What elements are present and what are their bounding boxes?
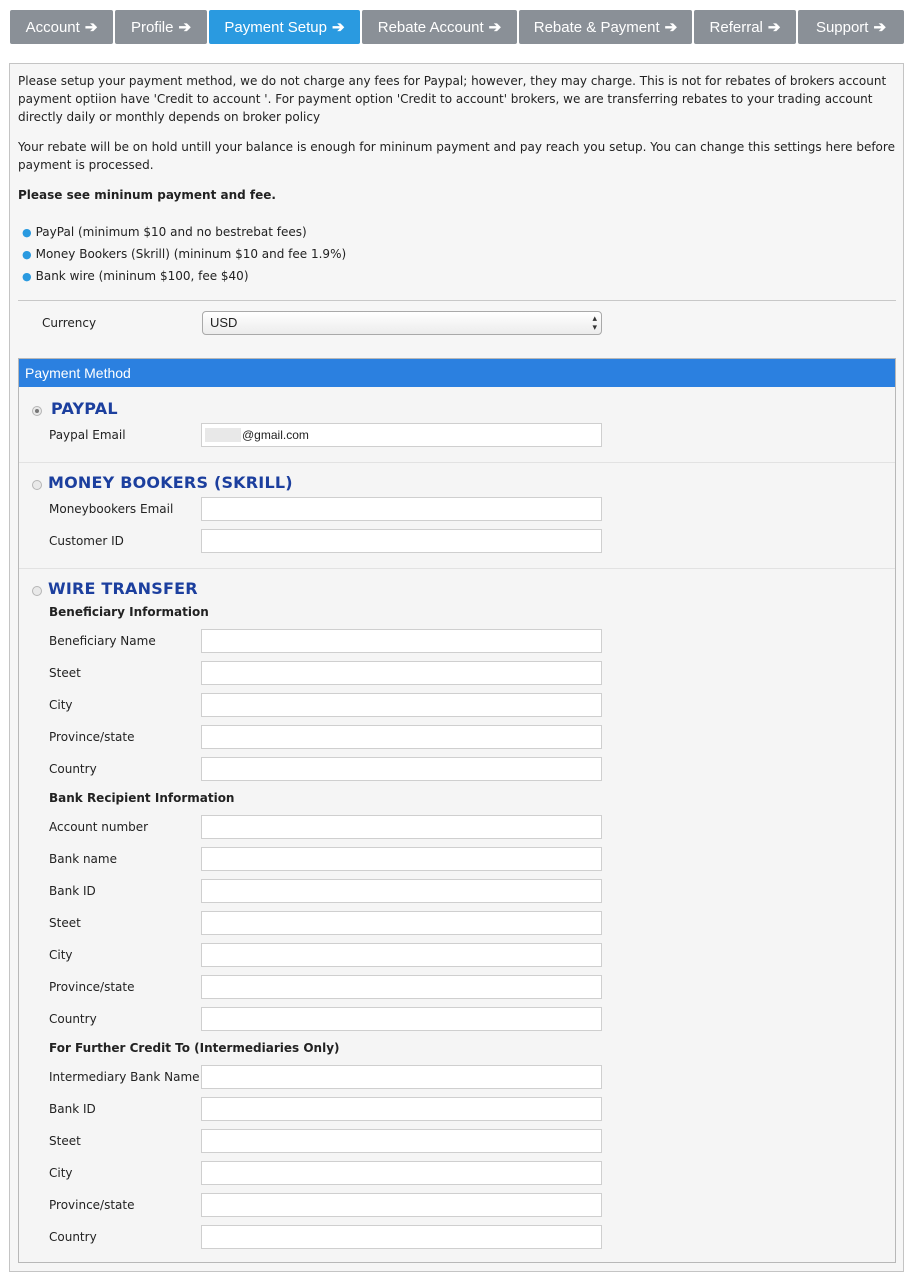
minimum-payment-heading: Please see mininum payment and fee. (18, 188, 276, 202)
paypal-radio[interactable] (32, 406, 42, 416)
skrill-title: MONEY BOOKERS (SKRILL) (48, 473, 293, 492)
beneficiary-name-input[interactable] (201, 629, 602, 653)
tab-rebate-account[interactable] (362, 10, 517, 44)
bank-account-number-input[interactable] (201, 815, 602, 839)
currency-label: Currency (42, 316, 97, 330)
tab-payment-setup[interactable] (209, 10, 360, 44)
tab-referral[interactable] (694, 10, 796, 44)
intermediary-heading: For Further Credit To (Intermediaries Only) (49, 1041, 340, 1055)
beneficiary-name-label: Beneficiary Name (49, 634, 156, 648)
bank-id-label: Bank ID (49, 884, 96, 898)
bank-account-number-label: Account number (49, 820, 149, 834)
payment-method-box (18, 358, 896, 1263)
intermediary-province-label: Province/state (49, 1198, 135, 1212)
tab-support[interactable] (798, 10, 904, 44)
tab-label: Rebate & Payment (533, 18, 660, 36)
payment-fee-list (22, 221, 346, 287)
skrill-customer-id-label: Customer ID (49, 534, 124, 548)
intermediary-city-input[interactable] (201, 1161, 602, 1185)
beneficiary-city-label: City (49, 698, 73, 712)
bank-street-label: Steet (49, 916, 81, 930)
skrill-customer-id-input[interactable] (201, 529, 602, 553)
currency-select[interactable] (202, 311, 602, 335)
arrow-right-icon: ➔ (488, 19, 502, 36)
intermediary-bank-id-label: Bank ID (49, 1102, 96, 1116)
paypal-email-input[interactable] (201, 423, 602, 447)
intermediary-country-label: Country (49, 1230, 97, 1244)
list-item: ● Money Bookers (Skrill) (mininum $10 and fee 1.9%) (22, 247, 347, 261)
arrow-right-icon: ➔ (84, 19, 98, 36)
bullet-icon: ● (22, 226, 32, 239)
bank-province-input[interactable] (201, 975, 602, 999)
intermediary-bank-name-label: Intermediary Bank Name (49, 1070, 200, 1084)
select-arrows-icon: ▴ ▾ (592, 313, 597, 332)
beneficiary-province-label: Province/state (49, 730, 135, 744)
wire-title: WIRE TRANSFER (48, 579, 198, 598)
divider (19, 568, 895, 569)
divider (18, 300, 896, 301)
bank-id-input[interactable] (201, 879, 602, 903)
tab-account[interactable] (10, 10, 113, 44)
tab-label: Profile (130, 18, 174, 36)
list-item: ● PayPal (minimum $10 and no bestrebat fees) (22, 225, 307, 239)
beneficiary-street-input[interactable] (201, 661, 602, 685)
arrow-right-icon: ➔ (331, 19, 345, 36)
bank-country-label: Country (49, 1012, 97, 1026)
top-navigation-tabs (10, 10, 904, 44)
beneficiary-country-label: Country (49, 762, 97, 776)
intermediary-bank-name-input[interactable] (201, 1065, 602, 1089)
skrill-email-input[interactable] (201, 497, 602, 521)
bullet-icon: ● (22, 248, 32, 261)
bank-country-input[interactable] (201, 1007, 602, 1031)
tab-label: Rebate Account (377, 18, 484, 36)
intermediary-bank-id-input[interactable] (201, 1097, 602, 1121)
redacted-text (205, 428, 241, 442)
arrow-right-icon: ➔ (873, 19, 887, 36)
arrow-right-icon: ➔ (767, 19, 781, 36)
paypal-email-value: @gmail.com (242, 428, 309, 442)
tab-label: Referral (709, 18, 763, 36)
intermediary-city-label: City (49, 1166, 73, 1180)
paypal-title: PAYPAL (51, 399, 118, 418)
bullet-icon: ● (22, 270, 32, 283)
tab-label: Payment Setup (224, 18, 327, 36)
paypal-email-label: Paypal Email (49, 428, 126, 442)
skrill-radio[interactable] (32, 480, 42, 490)
skrill-email-label: Moneybookers Email (49, 502, 174, 516)
bank-name-label: Bank name (49, 852, 117, 866)
intermediary-street-input[interactable] (201, 1129, 602, 1153)
tab-label: Account (25, 18, 80, 36)
intermediary-country-input[interactable] (201, 1225, 602, 1249)
payment-setup-panel (9, 63, 904, 1272)
beneficiary-street-label: Steet (49, 666, 81, 680)
bank-province-label: Province/state (49, 980, 135, 994)
beneficiary-country-input[interactable] (201, 757, 602, 781)
tab-profile[interactable] (115, 10, 207, 44)
list-item: ● Bank wire (mininum $100, fee $40) (22, 269, 249, 283)
bank-city-input[interactable] (201, 943, 602, 967)
bank-name-input[interactable] (201, 847, 602, 871)
wire-radio[interactable] (32, 586, 42, 596)
payment-method-header: Payment Method (19, 359, 895, 387)
arrow-right-icon: ➔ (664, 19, 678, 36)
tab-rebate-payment[interactable] (519, 10, 692, 44)
intro-paragraph-hold: Your rebate will be on hold untill your balance is enough for mininum payment and pay reach you setup. You can change this settings here before payment is processed. (18, 140, 895, 172)
beneficiary-city-input[interactable] (201, 693, 602, 717)
intro-paragraph-fees: Please setup your payment method, we do not charge any fees for Paypal; however, they may charge. This is not for rebates of brokers account payment optiion have 'Credit to account '. For payment option 'Credit to account' brokers, we are transferring rebates to your trading account directly daily or monthly depends on broker policy (18, 74, 887, 124)
intermediary-province-input[interactable] (201, 1193, 602, 1217)
intermediary-street-label: Steet (49, 1134, 81, 1148)
tab-label: Support (815, 18, 869, 36)
beneficiary-province-input[interactable] (201, 725, 602, 749)
currency-value: USD (210, 315, 238, 330)
bank-street-input[interactable] (201, 911, 602, 935)
beneficiary-heading: Beneficiary Information (49, 605, 209, 619)
bank-recipient-heading: Bank Recipient Information (49, 791, 235, 805)
arrow-right-icon: ➔ (178, 19, 192, 36)
divider (19, 462, 895, 463)
bank-city-label: City (49, 948, 73, 962)
